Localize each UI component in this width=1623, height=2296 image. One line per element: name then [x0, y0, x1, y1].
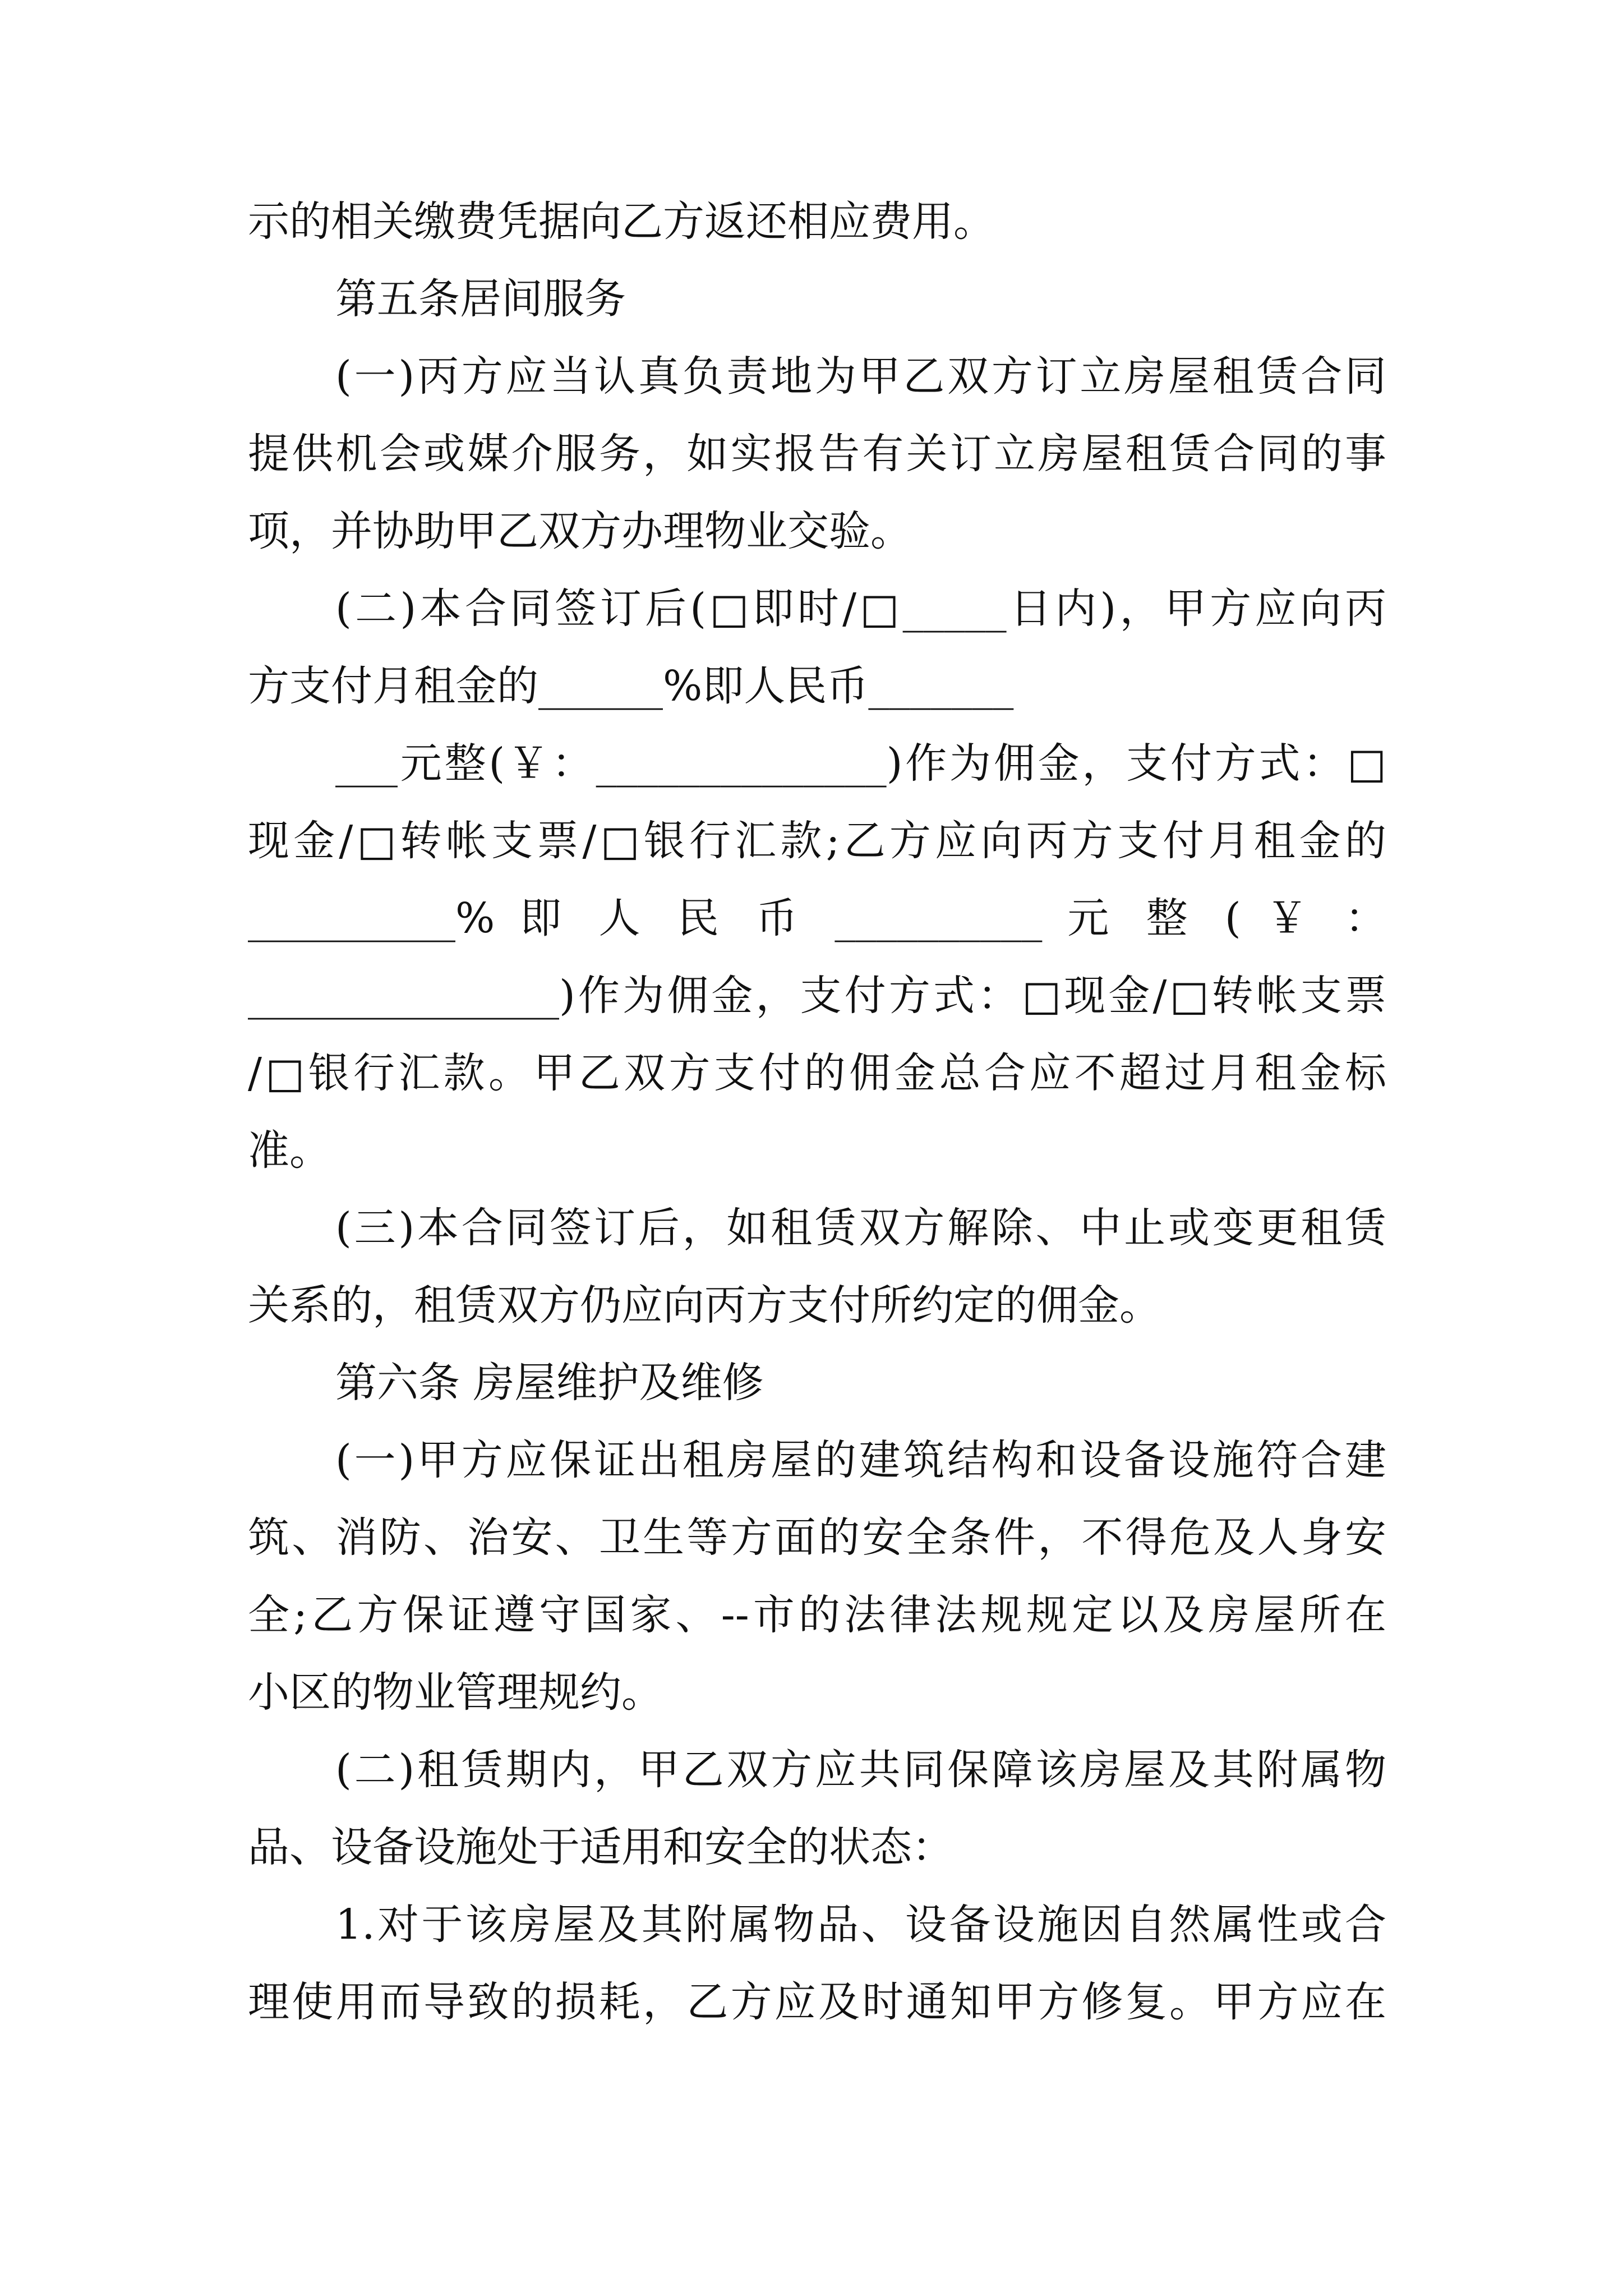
- text-line: (二)本合同签订后(□即时/□_____日内)，甲方应向丙: [335, 585, 1386, 633]
- text-line: 关系的，租赁双方仍应向丙方支付所约定的佣金。: [248, 1281, 1161, 1329]
- text-line: 全;乙方保证遵守国家、--市的法律法规规定以及房屋所在: [248, 1591, 1386, 1639]
- text-line: /□银行汇款。甲乙双方支付的佣金总合应不超过月租金标: [248, 1049, 1386, 1097]
- text-line: 1.对于该房屋及其附属物品、设备设施因自然属性或合: [335, 1901, 1386, 1949]
- text-line: (一)甲方应保证出租房屋的建筑结构和设备设施符合建: [335, 1436, 1386, 1484]
- text-line: 现金/□转帐支票/□银行汇款;乙方应向丙方支付月租金的: [248, 817, 1386, 865]
- text-line: 筑、消防、治安、卫生等方面的安全条件，不得危及人身安: [248, 1513, 1386, 1562]
- text-line: __________% 即 人 民 币 __________ 元 整 ( ￥ ：: [248, 894, 1386, 942]
- text-line: 理使用而导致的损耗，乙方应及时通知甲方修复。甲方应在: [248, 1978, 1386, 2026]
- text-line: (二)租赁期内，甲乙双方应共同保障该房屋及其附属物: [335, 1746, 1386, 1794]
- text-line: 准。: [248, 1126, 331, 1175]
- text-line: (一)丙方应当认真负责地为甲乙双方订立房屋租赁合同: [335, 352, 1386, 401]
- text-line: ___元整(￥：______________)作为佣金，支付方式：□: [335, 739, 1386, 788]
- text-line: 方支付月租金的______%即人民币_______: [248, 662, 1014, 710]
- text-line: 项，并协助甲乙双方办理物业交验。: [248, 507, 912, 555]
- text-line: 示的相关缴费凭据向乙方返还相应费用。: [248, 197, 995, 246]
- text-line: (三)本合同签订后，如租赁双方解除、中止或变更租赁: [335, 1204, 1386, 1252]
- text-line: 小区的物业管理规约。: [248, 1668, 663, 1717]
- section-heading: 第五条居间服务: [335, 275, 626, 323]
- section-heading: 第六条 房屋维护及维修: [335, 1359, 764, 1407]
- text-line: 提供机会或媒介服务，如实报告有关订立房屋租赁合同的事: [248, 430, 1386, 478]
- text-line: 品、设备设施处于适用和安全的状态：: [248, 1823, 953, 1871]
- text-line: _______________)作为佣金，支付方式：□现金/□转帐支票: [248, 972, 1386, 1020]
